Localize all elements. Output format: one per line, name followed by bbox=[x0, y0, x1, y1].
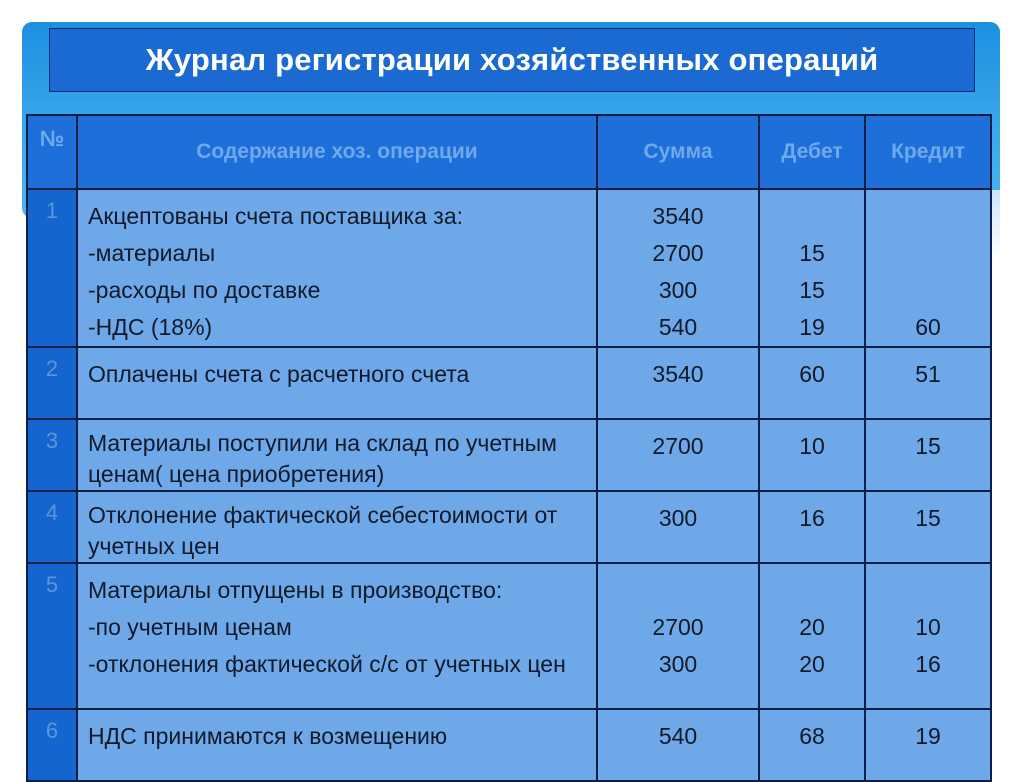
row-number: 3 bbox=[27, 419, 77, 491]
debit-value: 20 bbox=[799, 614, 825, 640]
row-number: 1 bbox=[27, 189, 77, 347]
row-amount: 3540 bbox=[597, 347, 759, 419]
credit-value bbox=[866, 198, 990, 235]
row-credit bbox=[865, 563, 991, 709]
row-debit: 68 bbox=[759, 709, 865, 781]
row-description: Отклонение фактической себестоимости от учетных цен bbox=[77, 491, 597, 563]
table-header-row bbox=[27, 115, 991, 189]
description-line: -расходы по доставке bbox=[88, 277, 321, 303]
row-debit: 16 bbox=[759, 491, 865, 563]
description-line: -материалы bbox=[88, 240, 216, 266]
debit-value bbox=[760, 198, 864, 235]
credit-value bbox=[866, 235, 990, 272]
debit-value: 19 bbox=[799, 314, 825, 340]
row-description bbox=[77, 189, 597, 347]
row-number: 2 bbox=[27, 347, 77, 419]
credit-value: 60 bbox=[915, 314, 941, 340]
column-header-number: № bbox=[27, 115, 77, 189]
amount-value bbox=[598, 572, 758, 609]
debit-value: 20 bbox=[799, 651, 825, 677]
table-row bbox=[27, 709, 991, 781]
credit-value bbox=[866, 572, 990, 609]
amount-value: 3540 bbox=[652, 203, 704, 229]
description-line: -НДС (18%) bbox=[88, 314, 213, 340]
description-line: НДС принимаются к возмещению bbox=[88, 723, 448, 749]
column-header-amount: Сумма bbox=[597, 115, 759, 189]
row-number: 6 bbox=[27, 709, 77, 781]
description-line: Оплачены счета с расчетного счета bbox=[88, 361, 470, 387]
table-row bbox=[27, 189, 991, 347]
table-row bbox=[27, 347, 991, 419]
page-title: Журнал регистрации хозяйственных операций bbox=[145, 42, 879, 77]
row-number: 5 bbox=[27, 563, 77, 709]
row-amount: 300 bbox=[597, 491, 759, 563]
amount-value: 300 bbox=[658, 651, 698, 677]
row-description bbox=[77, 347, 597, 419]
row-amount: 540 bbox=[597, 709, 759, 781]
row-credit bbox=[865, 189, 991, 347]
amount-value: 300 bbox=[658, 277, 698, 303]
credit-value bbox=[866, 272, 990, 309]
operations-journal-table bbox=[26, 114, 992, 782]
title-banner bbox=[49, 28, 975, 92]
debit-value: 15 bbox=[799, 277, 825, 303]
row-credit: 19 bbox=[865, 709, 991, 781]
description-line: -по учетным ценам bbox=[88, 614, 292, 640]
description-line: -отклонения фактической с/с от учетных цен bbox=[88, 651, 566, 677]
table-row bbox=[27, 419, 991, 491]
credit-value: 10 bbox=[915, 614, 941, 640]
table-row bbox=[27, 491, 991, 563]
row-amount bbox=[597, 189, 759, 347]
row-credit: 15 bbox=[865, 491, 991, 563]
amount-value: 2700 bbox=[652, 614, 704, 640]
table-row bbox=[27, 563, 991, 709]
row-amount: 2700 bbox=[597, 419, 759, 491]
debit-value: 15 bbox=[799, 240, 825, 266]
credit-value: 16 bbox=[915, 651, 941, 677]
description-line: Акцептованы счета поставщика за: bbox=[88, 203, 463, 229]
row-debit bbox=[759, 563, 865, 709]
row-amount bbox=[597, 563, 759, 709]
debit-value bbox=[760, 572, 864, 609]
row-debit: 10 bbox=[759, 419, 865, 491]
row-description bbox=[77, 709, 597, 781]
description-line: Материалы отпущены в производство: bbox=[88, 577, 503, 603]
column-header-description: Содержание хоз. операции bbox=[77, 115, 597, 189]
row-description bbox=[77, 563, 597, 709]
column-header-credit: Кредит bbox=[865, 115, 991, 189]
row-credit: 51 bbox=[865, 347, 991, 419]
row-description: Материалы поступили на склад по учетным ценам( цена приобретения) bbox=[77, 419, 597, 491]
row-debit bbox=[759, 189, 865, 347]
amount-value: 540 bbox=[658, 314, 698, 340]
row-debit: 60 bbox=[759, 347, 865, 419]
column-header-debit: Дебет bbox=[759, 115, 865, 189]
row-number: 4 bbox=[27, 491, 77, 563]
amount-value: 2700 bbox=[652, 240, 704, 266]
row-credit: 15 bbox=[865, 419, 991, 491]
